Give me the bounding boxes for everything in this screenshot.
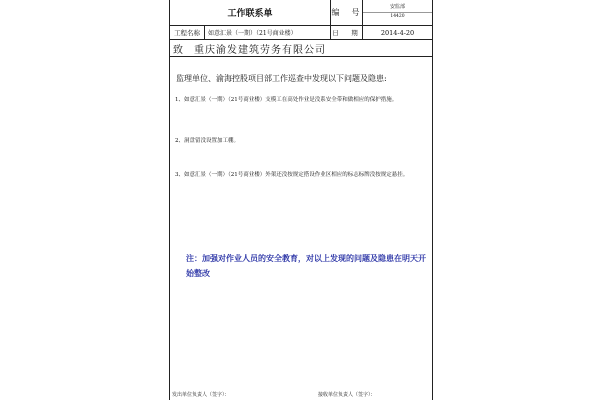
header-row — [170, 0, 432, 26]
date-label: 日 期 — [330, 26, 362, 39]
project-row — [170, 26, 432, 40]
project-label: 工程名称 — [174, 29, 200, 37]
form-title: 工作联系单 — [227, 9, 273, 19]
recipient-company: 重庆渝发建筑劳务有限公司 — [194, 45, 326, 56]
issue-item-1: 1、如意汇景（一期）（21号商业楼）支模工在高处作业是没系安全带和做相应的保护措施。 — [175, 97, 398, 103]
number-label: 编 号 — [330, 0, 362, 25]
receiver-signature-label: 接收单位负责人（签字）： — [318, 392, 376, 398]
intro-text: 监理单位、渝海控股项目部工作巡查中发现以下问题及隐患: — [176, 74, 387, 83]
number-dept: 安监部 — [363, 5, 432, 13]
date-value: 2014-4-20 — [362, 26, 432, 39]
number-code: 14420 — [390, 14, 405, 20]
recipient-prefix: 致 — [173, 45, 184, 56]
issue-item-2: 2、洞盘留没设置加工棚。 — [175, 138, 240, 144]
work-contact-sheet — [169, 0, 433, 400]
rectification-note: 注：加强对作业人员的安全教育，对以上发现的问题及隐患在明天开始整改 — [186, 254, 426, 278]
project-value: 如意汇景（一期）（21号商业楼） — [204, 26, 330, 39]
issue-item-3: 3、如意汇景（一期）（21号商业楼）外架还没按规定搭设作业区相应的标志标牌没按规定悬挂。 — [175, 172, 409, 178]
number-value — [362, 0, 432, 25]
sender-signature-label: 发出单位负责人（签字）： — [172, 392, 230, 398]
recipient-line — [173, 41, 326, 56]
